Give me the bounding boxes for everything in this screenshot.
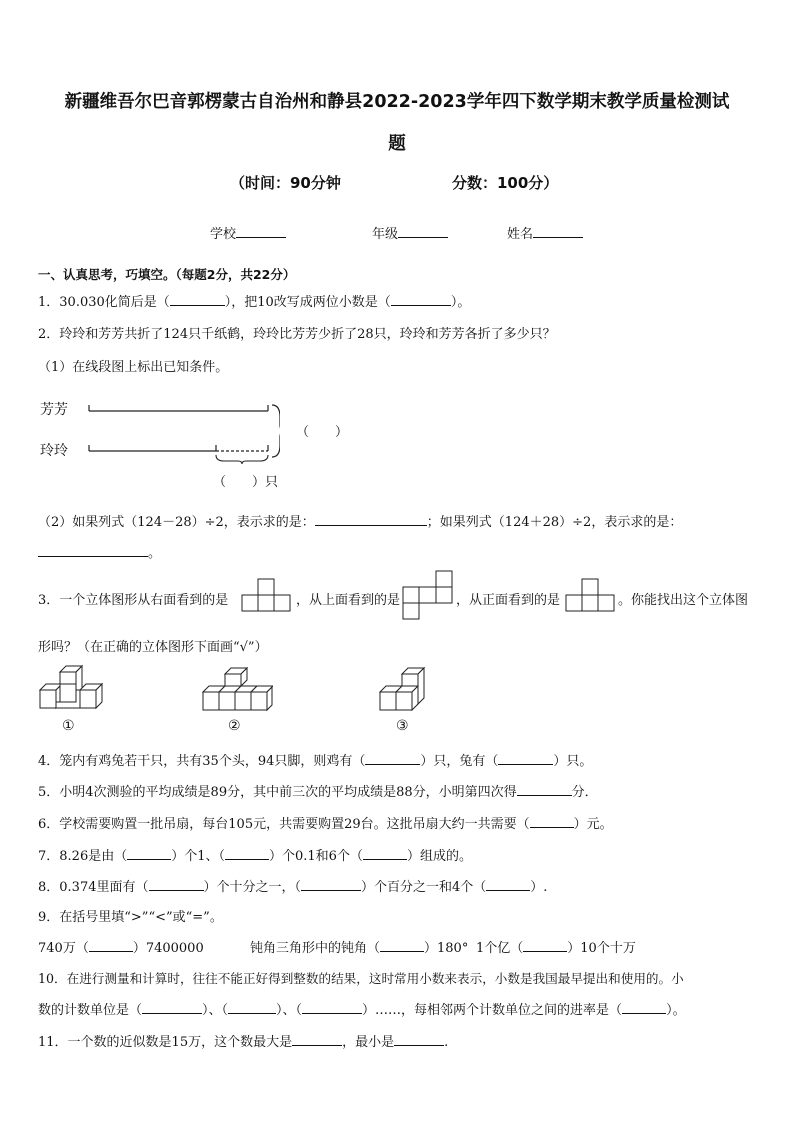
q9-p3-text-a: 1个亿（ — [476, 941, 524, 956]
page-title-line1: 新疆维吾尔巴音郭楞蒙古自治州和静县2022-2023学年四下数学期末教学质量检测试 — [64, 92, 730, 112]
q8-text-a: 8．0.374里面有（ — [38, 880, 149, 895]
q2-sub2-blank-1[interactable] — [315, 513, 427, 526]
school-label: 学校 — [210, 227, 237, 242]
front-view-figure — [565, 578, 617, 612]
page-title-line2: 题 — [388, 134, 406, 154]
q4-text-a: 4．笼内有鸡兔若干只，共有35个头，94只脚，则鸡有（ — [38, 754, 366, 769]
q9-blank-1[interactable] — [89, 939, 133, 952]
option-3-label: ③ — [396, 718, 409, 734]
q10-blank-1[interactable] — [142, 1001, 202, 1014]
question-1 — [38, 291, 470, 310]
question-6 — [38, 813, 613, 832]
q10-blank-2[interactable] — [228, 1001, 276, 1014]
q9-p1-text-a: 740万（ — [38, 941, 89, 956]
grade-blank[interactable] — [398, 225, 448, 238]
q9-p3-text-b: ）10个十万 — [567, 941, 636, 956]
q10-blank-4[interactable] — [622, 1001, 666, 1014]
school-field — [210, 223, 286, 242]
q4-text-b: ）只，兔有（ — [420, 754, 499, 769]
q11-blank-2[interactable] — [394, 1033, 444, 1046]
difference-blank[interactable]: （ ）只 — [213, 475, 279, 490]
top-view-figure — [402, 570, 454, 622]
q8-blank-1[interactable] — [149, 878, 204, 891]
cube-figure-3[interactable] — [378, 664, 430, 714]
q4-blank-2[interactable] — [498, 752, 553, 765]
right-view-figure — [241, 578, 293, 612]
question-8 — [38, 876, 547, 895]
q10-text-a: 数的计数单位是（ — [38, 1003, 143, 1018]
q1-text-b: ），把10改写成两位小数是（ — [224, 295, 391, 310]
q10-text-e: ）。 — [666, 1003, 686, 1018]
question-9: 9．在括号里填“>”“<”或“=”。 — [38, 910, 223, 925]
q11-text-c: . — [444, 1035, 449, 1050]
section1-heading: 一、认真思考，巧填空。（每题2分，共22分） — [38, 267, 296, 282]
q1-text-a: 1．30.030化简后是（ — [38, 295, 170, 310]
question-4 — [38, 750, 592, 769]
q6-text-a: 6．学校需要购置一批吊扇，每台105元，共需要购置29台。这批吊扇大约一共需要（ — [38, 817, 530, 832]
q1-blank-1[interactable] — [170, 293, 225, 306]
q11-text-a: 11．一个数的近似数是15万，这个数最大是 — [38, 1035, 293, 1050]
name-field — [507, 223, 583, 242]
label-fangfang: 芳芳 — [40, 402, 68, 418]
q8-blank-2[interactable] — [301, 878, 361, 891]
q5-text-a: 5．小明4次测验的平均成绩是89分，其中前三次的平均成绩是88分，小明第四次得 — [38, 785, 517, 800]
q1-text-c: ）。 — [450, 295, 471, 310]
q7-text-c: ）个0.1和6个（ — [269, 849, 363, 864]
q8-text-d: ）. — [530, 880, 548, 895]
q1-blank-2[interactable] — [391, 293, 451, 306]
q4-text-c: ）只。 — [553, 754, 593, 769]
exam-score: 分数：100分） — [452, 174, 559, 192]
q2-sub2 — [38, 511, 682, 530]
q5-text-b: 分． — [571, 785, 598, 800]
q9-blank-3[interactable] — [523, 939, 567, 952]
cube-figure-1[interactable] — [36, 664, 106, 714]
q3-text-b: ，从上面看到的是 — [296, 593, 401, 608]
q7-blank-1[interactable] — [127, 847, 171, 860]
q8-text-c: ）个百分之一和4个（ — [361, 880, 487, 895]
q7-blank-2[interactable] — [225, 847, 269, 860]
question-5 — [38, 781, 598, 800]
q9-p2-text-b: ）180° — [424, 941, 469, 956]
q9-part-2 — [250, 937, 468, 956]
q6-blank[interactable] — [530, 815, 574, 828]
q2-sub2-text-a: （2）如果列式（124－28）÷2，表示求的是： — [38, 515, 315, 530]
q3-line2: 形吗？（在正确的立体图形下面画“√”） — [38, 640, 268, 655]
q9-part-3 — [476, 937, 636, 956]
name-blank[interactable] — [533, 225, 583, 238]
question-7 — [38, 845, 472, 864]
question-2: 2．玲玲和芳芳共折了124只千纸鹤，玲玲比芳芳少折了28只，玲玲和芳芳各折了多少只？ — [38, 327, 556, 342]
q7-blank-3[interactable] — [363, 847, 407, 860]
option-2-label: ② — [228, 718, 241, 734]
q5-blank[interactable] — [517, 783, 572, 796]
q8-blank-3[interactable] — [486, 878, 530, 891]
q9-part-1 — [38, 937, 204, 956]
cube-figure-2[interactable] — [201, 664, 273, 714]
q4-blank-1[interactable] — [365, 752, 420, 765]
q3-text-c: ，从正面看到的是 — [456, 593, 561, 608]
q2-sub2-blank-2[interactable] — [38, 544, 148, 557]
exam-time: （时间：90分钟 — [230, 174, 341, 192]
q9-p2-text-a: 钝角三角形中的钝角（ — [250, 941, 381, 956]
line-segment-diagram — [80, 395, 280, 465]
brace-total-blank[interactable]: （ ） — [296, 425, 349, 440]
question-11 — [38, 1031, 448, 1050]
q2-sub2-text-c: 。 — [148, 546, 162, 561]
q7-text-d: ）组成的。 — [406, 849, 472, 864]
q9-p1-text-b: ）7400000 — [132, 941, 204, 956]
q9-blank-2[interactable] — [380, 939, 424, 952]
school-blank[interactable] — [236, 225, 286, 238]
q2-sub2-text-b: ；如果列式（124＋28）÷2，表示求的是： — [426, 515, 683, 530]
q10-text-b: ）、（ — [202, 1003, 229, 1018]
q8-text-b: ）个十分之一，（ — [203, 880, 302, 895]
q10-text-d: ）……，每相邻两个计数单位之间的进率是（ — [362, 1003, 623, 1018]
q3-text-a: 3．一个立体图形从右面看到的是 — [38, 593, 229, 608]
q10-line2 — [38, 999, 686, 1018]
grade-label: 年级 — [372, 227, 399, 242]
q11-text-b: ，最小是 — [342, 1035, 395, 1050]
q10-text-c: ）、（ — [276, 1003, 303, 1018]
q7-text-b: ）个1、（ — [171, 849, 225, 864]
q2-sub1: （1）在线段图上标出已知条件。 — [38, 360, 229, 375]
q11-blank-1[interactable] — [292, 1033, 342, 1046]
q10-blank-3[interactable] — [302, 1001, 362, 1014]
q2-sub2-line2 — [38, 542, 161, 561]
question-10: 10．在进行测量和计算时，往往不能正好得到整数的结果，这时常用小数来表示，小数是我国最早提出和使用的。小 — [38, 971, 684, 986]
label-lingling: 玲玲 — [40, 443, 68, 459]
q3-text-d: 。你能找出这个立体图 — [618, 593, 749, 608]
q7-text-a: 7．8.26是由（ — [38, 849, 128, 864]
option-1-label: ① — [62, 718, 75, 734]
grade-field — [372, 223, 448, 242]
q6-text-b: ）元。 — [573, 817, 613, 832]
name-label: 姓名 — [507, 227, 534, 242]
